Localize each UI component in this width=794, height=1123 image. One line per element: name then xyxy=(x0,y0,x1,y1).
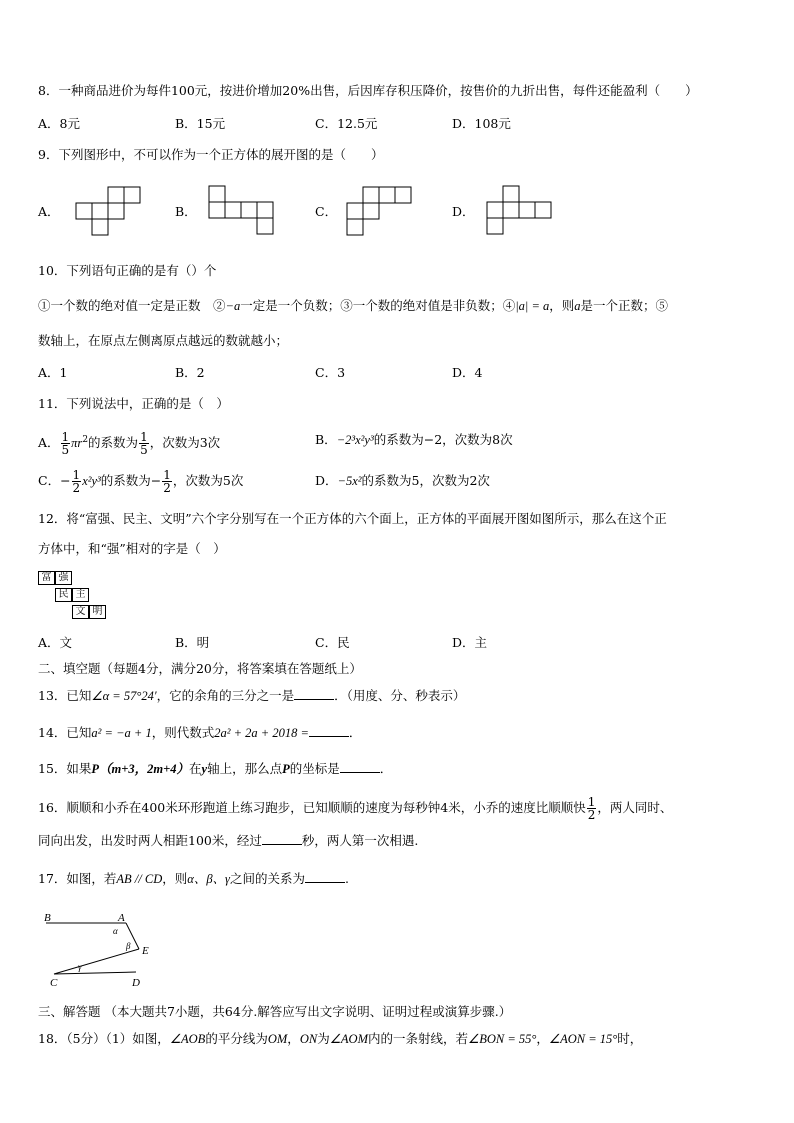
label-e: E xyxy=(142,945,149,957)
q11-option-b: B．−2³x²y³的系数为−2，次数为8次 xyxy=(315,432,513,447)
net-cell: 主 xyxy=(72,588,89,602)
label-beta: β xyxy=(126,941,131,951)
q11-option-c: C．− $\frac{1}{2}$ x²y³的系数为− $\frac{1}{2}$ ，次数为5次 xyxy=(38,468,244,495)
q16-line1: 16．顺顺和小乔在400米环形跑道上练习跑步，已知顺顺的速度为每秒钟4米，小乔的速度比顺顺快 $\frac{1}{2}$ ，两人同时、 xyxy=(38,795,673,822)
q12-option-a: A．文 xyxy=(38,635,73,650)
cube-net-b xyxy=(209,186,279,238)
q10-option-d: D．4 xyxy=(452,365,483,380)
net-cell: 强 xyxy=(55,571,72,585)
net-cell: 富 xyxy=(38,571,55,585)
q8-option-c: C．12.5元 xyxy=(315,116,378,131)
q12-option-b: B．明 xyxy=(175,635,210,650)
label-alpha: α xyxy=(113,926,118,936)
q10-option-a: A．1 xyxy=(38,365,68,380)
q16-line2: 同向出发，出发时两人相距100米，经过 秒，两人第一次相遇. xyxy=(38,833,419,848)
q10-statements-line1: ①一个数的绝对值一定是正数 ②−a一定是一个负数；③一个数的绝对值是非负数；④|a| = a，则a是一个正数；⑤ xyxy=(38,298,669,313)
q17: 17．如图，若AB // CD，则α、β、γ之间的关系为 . xyxy=(38,871,349,886)
label-d: D xyxy=(132,977,140,989)
q8-option-a: A．8元 xyxy=(38,116,80,131)
q11-stem: 11．下列说法中，正确的是（ ） xyxy=(38,396,229,411)
q9-option-c: C． xyxy=(315,204,338,219)
q11-option-d: D．−5x²的系数为5，次数为2次 xyxy=(315,473,490,488)
line-cd xyxy=(54,972,136,974)
net-cell: 文 xyxy=(72,605,89,619)
cube-net-c xyxy=(347,187,417,239)
section-3-heading: 三、解答题 （本大题共7小题，共64分.解答应写出文字说明、证明过程或演算步骤.） xyxy=(38,1004,512,1019)
q9-option-a: A． xyxy=(38,204,60,219)
label-b: B xyxy=(44,912,51,924)
q10-option-b: B．2 xyxy=(175,365,205,380)
q8-stem: 8．一种商品进价为每件100元，按进价增加20%出售，后因库存积压降价，按售价的九折出售，每件还能盈利（ ） xyxy=(38,83,698,98)
q12-option-c: C．民 xyxy=(315,635,350,650)
answer-blank[interactable] xyxy=(262,832,302,845)
answer-blank[interactable] xyxy=(309,724,349,737)
label-a: A xyxy=(118,912,125,924)
section-2-heading: 二、填空题（每题4分，满分20分，将答案填在答题纸上） xyxy=(38,661,362,676)
cube-net-d xyxy=(487,186,557,238)
q9-stem: 9．下列图形中，不可以作为一个正方体的展开图的是（ ） xyxy=(38,147,384,162)
q18: 18．（5分）（1）如图，∠AOB的平分线为OM，ON为∠AOM内的一条射线，若∠BON = 55°，∠AON = 15°时， xyxy=(38,1031,643,1046)
label-gamma: γ xyxy=(78,962,82,972)
q17-figure xyxy=(38,912,168,988)
answer-blank[interactable] xyxy=(294,687,334,700)
cube-net-a xyxy=(76,187,142,239)
q13: 13．已知∠α = 57°24′，它的余角的三分之一是 ．（用度、分、秒表示） xyxy=(38,688,466,703)
q12-option-d: D．主 xyxy=(452,635,488,650)
answer-blank[interactable] xyxy=(340,760,380,773)
line-ec xyxy=(54,949,139,974)
q8-option-d: D．108元 xyxy=(452,116,511,131)
label-c: C xyxy=(50,977,58,989)
q10-option-c: C．3 xyxy=(315,365,346,380)
q10-statements-line2: 数轴上，在原点左侧离原点越远的数就越小； xyxy=(38,333,289,348)
net-cell: 民 xyxy=(55,588,72,602)
q10-stem: 10．下列语句正确的是有（）个 xyxy=(38,263,217,278)
q14: 14．已知a² = −a + 1，则代数式2a² + 2a + 2018 = ． xyxy=(38,725,362,740)
q12-stem-line1: 12．将“富强、民主、文明”六个字分别写在一个正方体的六个面上，正方体的平面展开图如图所示，那么在这个正 xyxy=(38,511,667,526)
q12-stem-line2: 方体中，和“强”相对的字是（ ） xyxy=(38,541,226,556)
q9-option-d: D． xyxy=(452,204,475,219)
q9-option-b: B． xyxy=(175,204,197,219)
q8-option-b: B．15元 xyxy=(175,116,226,131)
net-cell: 明 xyxy=(89,605,106,619)
answer-blank[interactable] xyxy=(305,870,345,883)
q15: 15．如果P（m+3，2m+4）在y轴上，那么点P的坐标是 ． xyxy=(38,761,393,776)
q11-option-a: A． $\frac{1}{5}$ $\pi r^2$的系数为 $\frac{1}{5}$ ，次数为3次 xyxy=(38,430,221,458)
